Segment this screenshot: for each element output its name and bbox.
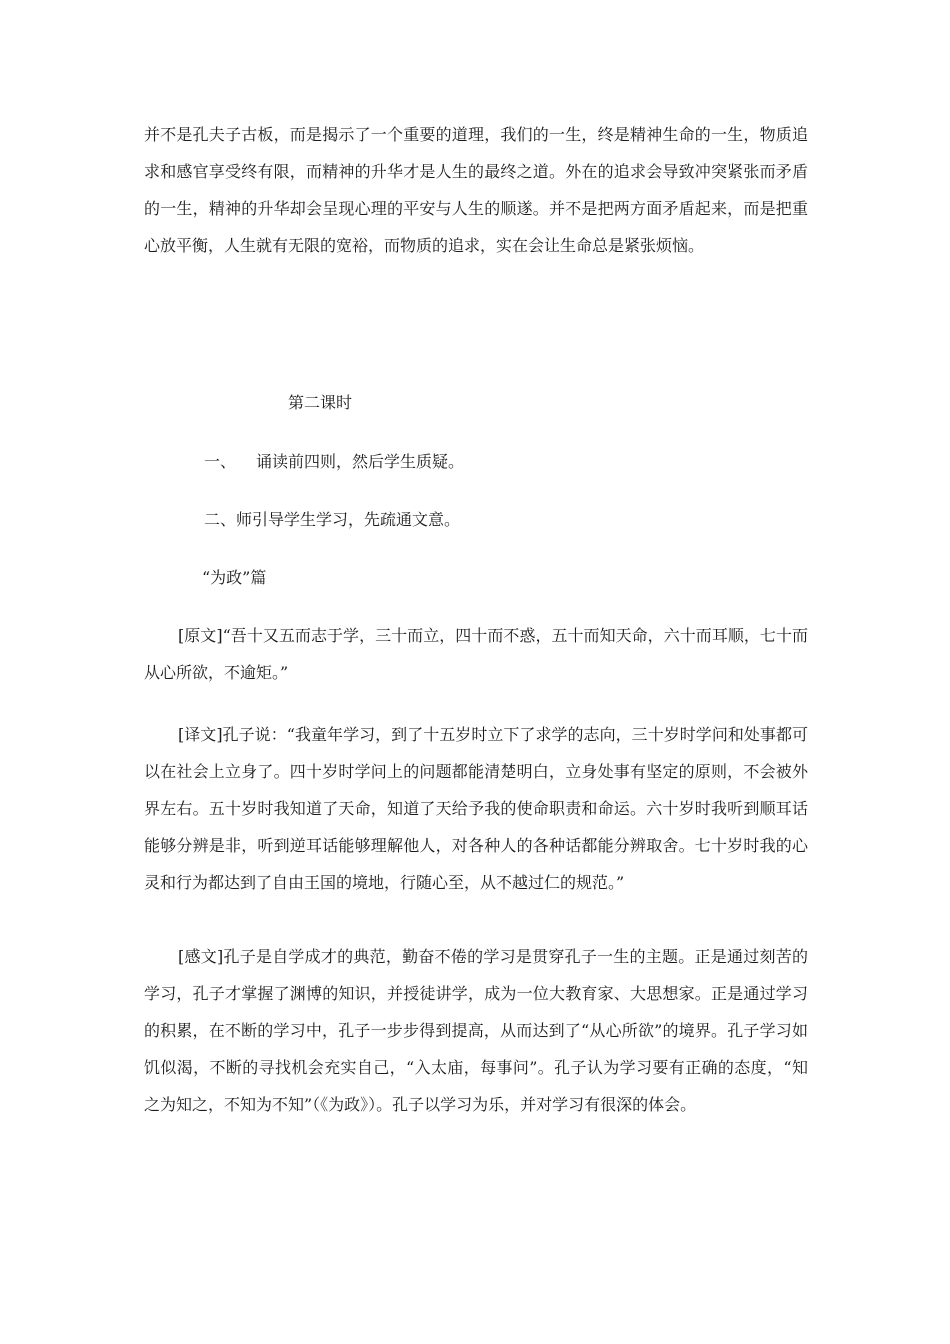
section-title: “为政”篇 [202,568,267,587]
step-item [204,450,464,474]
step-item [204,508,460,532]
step-number: 二、 [204,510,237,529]
original-text-paragraph: [原文]“吾十又五而志于学，三十而立，四十而不惑，五十而知天命，六十而耳顺，七十而从心所欲，不逾矩。” [144,626,808,682]
lesson-title: 第二课时 [288,393,353,412]
reflection-paragraph: [感文]孔子是自学成才的典范，勤奋不倦的学习是贯穿孔子一生的主题。正是通过刻苦的学习，孔子才掌握了渊博的知识，并授徒讲学，成为一位大教育家、大思想家。正是通过学习的积累，在不断的学习中，孔子一步步得到提高，从而达到了“从心所欲”的境界。孔子学习如饥似渴，不断的寻找机会充实自己，“入太庙，每事问”。孔子认为学习要有正确的态度，“知之为知之，不知为不知”（《为政》）。孔子以学习为乐，并对学习有很深的体会。 [144,947,808,1114]
step-text: 师引导学生学习，先疏通文意。 [236,510,461,529]
step-text: 诵读前四则，然后学生质疑。 [256,452,465,471]
step-number: 一、 [204,452,237,471]
translation-paragraph: [译文]孔子说：“我童年学习，到了十五岁时立下了求学的志向，三十岁时学问和处事都可以在社会上立身了。四十岁时学问上的问题都能清楚明白，立身处事有坚定的原则，不会被外界左右。五十岁时我知道了天命，知道了天给予我的使命职责和命运。六十岁时我听到顺耳话能够分辨是非，听到逆耳话能够理解他人，对各种人的各种话都能分辨取舍。七十岁时我的心灵和行为都达到了自由王国的境地，行随心至，从不越过仁的规范。” [144,725,808,892]
intro-paragraph: 并不是孔夫子古板，而是揭示了一个重要的道理，我们的一生，终是精神生命的一生，物质追求和感官享受终有限，而精神的升华才是人生的最终之道。外在的追求会导致冲突紧张而矛盾的一生，精神的升华却会呈现心理的平安与人生的顺遂。并不是把两方面矛盾起来，而是把重心放平衡，人生就有无限的宽裕，而物质的追求，实在会让生命总是紧张烦恼。 [144,125,808,255]
